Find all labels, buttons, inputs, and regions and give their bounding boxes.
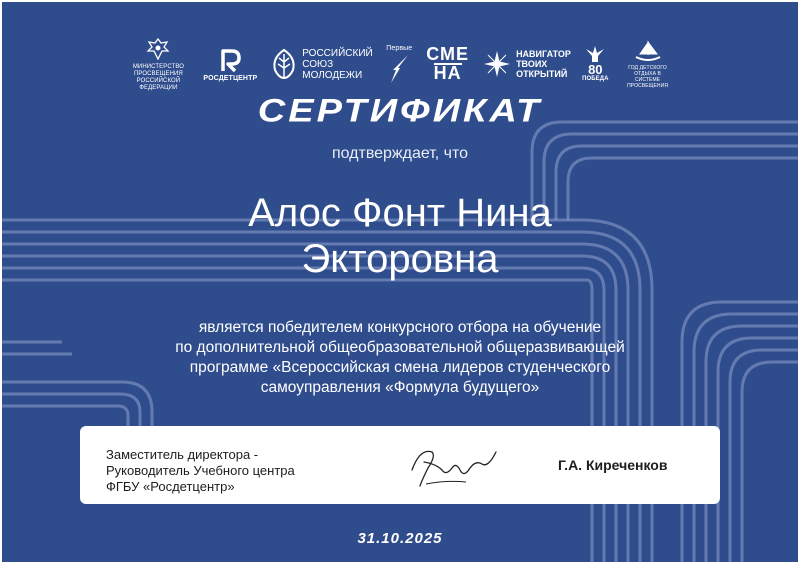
children-rest-year-caption: ГОД ДЕТСКОГО ОТДЫХА В СИСТЕМЕ ПРОСВЕЩЕНИЯ	[627, 65, 669, 89]
recipient-name-line-1: Алос Фонт Нина	[248, 191, 552, 235]
children-rest-year-logo	[623, 39, 673, 89]
eagle-emblem-icon	[145, 36, 171, 62]
smena-top: СМЕ	[426, 44, 470, 64]
navigator-logo	[483, 49, 571, 79]
recipient-name-line-2: Экторовна	[301, 237, 499, 281]
handwritten-signature	[406, 434, 502, 496]
signer-name: Г.А. Киреченков	[558, 457, 668, 473]
signer-position	[106, 447, 295, 495]
rsm-caption: РОССИЙСКИЙ СОЮЗ МОЛОДЕЖИ	[302, 47, 373, 81]
smena-logo	[426, 46, 469, 82]
pobeda-number: 80	[588, 62, 603, 77]
description-line-2: по дополнительной общеобразовательной общеразвивающей	[175, 339, 625, 356]
recipient-name	[2, 190, 798, 282]
pervye-mark-icon	[388, 54, 410, 84]
pervye-caption: Первые	[386, 44, 413, 52]
position-line-1: Заместитель директора -	[106, 447, 259, 462]
partner-logos	[2, 38, 798, 90]
pobeda-word: ПОБЕДА	[582, 76, 609, 82]
rosdetcentr-mark-icon	[217, 47, 243, 73]
certificate	[2, 2, 798, 562]
ministry-logo	[127, 36, 189, 92]
achievement-description	[2, 318, 798, 398]
compass-star-icon	[483, 50, 511, 78]
description-line-4: самоуправления «Формула будущего»	[260, 379, 540, 396]
signature-panel	[80, 426, 720, 504]
leaf-icon	[271, 48, 297, 80]
smena-bottom: НА	[433, 63, 462, 83]
navigator-caption: НАВИГАТОР ТВОИХ ОТКРЫТИЙ	[516, 49, 571, 79]
position-line-3: ФГБУ «Росдетцентр»	[106, 479, 235, 494]
description-line-3: программе «Всероссийская смена лидеров студенческого	[189, 359, 611, 376]
monument-icon	[584, 45, 606, 63]
certificate-title: СЕРТИФИКАТ	[257, 93, 543, 129]
position-line-2: Руководитель Учебного центра	[106, 463, 295, 478]
rosdetcentr-logo	[203, 47, 257, 82]
sailboat-icon	[633, 39, 663, 63]
issue-date: 31.10.2025	[357, 530, 443, 547]
ministry-caption: МИНИСТЕРСТВО ПРОСВЕЩЕНИЯ РОССИЙСКОЙ ФЕДЕРАЦИИ	[132, 64, 184, 91]
rosdetcentr-caption: РОСДЕТЦЕНТР	[203, 74, 258, 82]
rsm-logo	[271, 48, 372, 81]
confirms-text: подтверждает, что	[331, 145, 469, 162]
pobeda-logo	[582, 45, 609, 83]
pervye-logo	[386, 45, 412, 84]
description-line-1: является победителем конкурсного отбора на обучение	[198, 319, 602, 336]
